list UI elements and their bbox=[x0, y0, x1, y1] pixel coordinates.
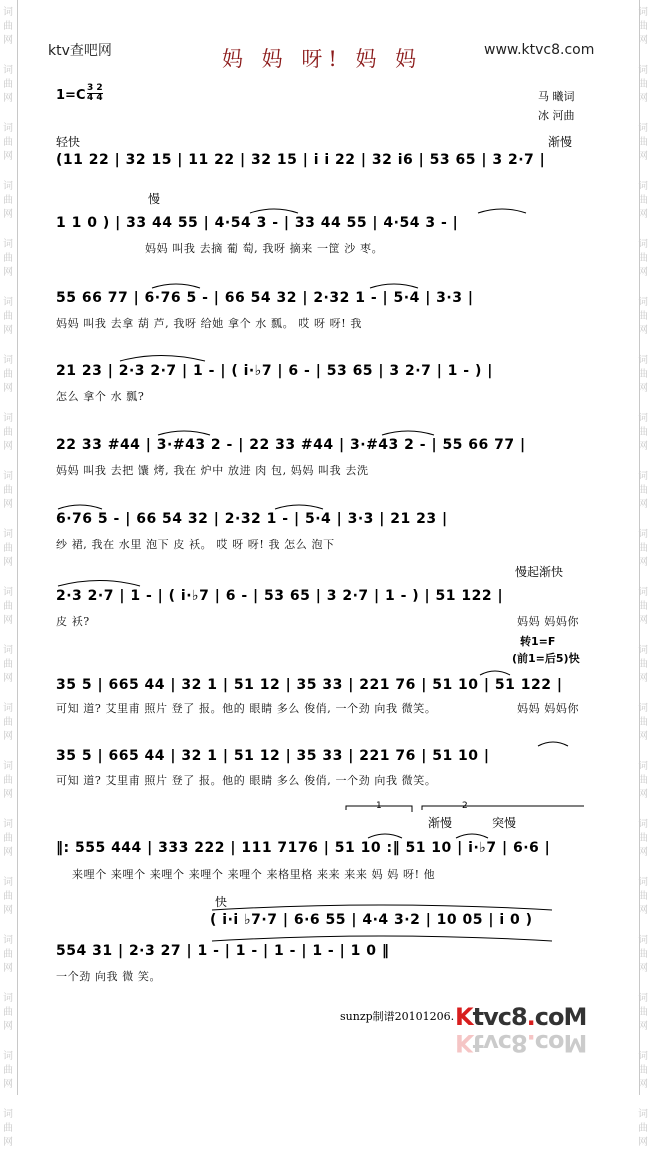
watermark-char: 网 bbox=[638, 35, 648, 46]
watermark-char: 词 bbox=[638, 645, 648, 656]
notation-row-8: 35 5 | 665 44 | 32 1 | 51 12 | 35 33 | 221 76 | 51 10 | 51 122 | bbox=[56, 677, 563, 693]
watermark-char: 曲 bbox=[3, 485, 13, 496]
watermark-char: 网 bbox=[638, 905, 648, 916]
watermark-char: 曲 bbox=[638, 891, 648, 902]
watermark-char: 词 bbox=[3, 935, 13, 946]
tempo-mark-qingkuai: 轻快 bbox=[56, 135, 81, 149]
watermark-char: 词 bbox=[3, 471, 13, 482]
watermark-char: 曲 bbox=[3, 949, 13, 960]
watermark-char: 网 bbox=[638, 963, 648, 974]
watermark-char: 曲 bbox=[3, 833, 13, 844]
watermark-char: 词 bbox=[3, 239, 13, 250]
tempo-mark-manqi: 慢起渐快 bbox=[515, 565, 564, 579]
tempo-mark-man: 慢 bbox=[148, 192, 161, 206]
tempo-mark-tuman: 突慢 bbox=[492, 816, 517, 830]
watermark-char: 网 bbox=[3, 209, 13, 220]
transcriber-signature: sunzp制谱20101206. bbox=[340, 1010, 455, 1023]
watermark-char: 网 bbox=[638, 1137, 648, 1148]
watermark-char: 词 bbox=[3, 413, 13, 424]
watermark-char: 词 bbox=[638, 529, 648, 540]
watermark-char: 曲 bbox=[3, 543, 13, 554]
watermark-char: 词 bbox=[3, 761, 13, 772]
watermark-char: 网 bbox=[3, 1137, 13, 1148]
watermark-char: 词 bbox=[3, 7, 13, 18]
watermark-char: 网 bbox=[3, 963, 13, 974]
watermark-char: 网 bbox=[638, 267, 648, 278]
watermark-char: 词 bbox=[3, 1109, 13, 1120]
watermark-char: 网 bbox=[638, 673, 648, 684]
watermark-char: 曲 bbox=[3, 427, 13, 438]
watermark-char: 网 bbox=[3, 905, 13, 916]
notation-row-9: 35 5 | 665 44 | 32 1 | 51 12 | 35 33 | 221 76 | 51 10 | bbox=[56, 748, 490, 764]
watermark-char: 词 bbox=[638, 761, 648, 772]
watermark-char: 词 bbox=[638, 123, 648, 134]
notation-row-6: 6·76 5 - | 66 54 32 | 2·32 1 - | 5·4 | 3·3 | 21 23 | bbox=[56, 511, 448, 527]
notation-row-12: 554 31 | 2·3 27 | 1 - | 1 - | 1 - | 1 - | 1 0 ‖ bbox=[56, 943, 390, 959]
watermark-char: 曲 bbox=[3, 775, 13, 786]
ktvc8-logo: Ktvc8.coM Ktvc8.coM bbox=[455, 1003, 587, 1057]
watermark-char: 曲 bbox=[638, 775, 648, 786]
meter-bottom: 4 4 bbox=[87, 93, 103, 103]
watermark-char: 词 bbox=[638, 877, 648, 888]
watermark-char: 曲 bbox=[638, 485, 648, 496]
watermark-char: 曲 bbox=[638, 543, 648, 554]
watermark-char: 词 bbox=[3, 297, 13, 308]
watermark-char: 网 bbox=[638, 151, 648, 162]
watermark-char: 网 bbox=[3, 789, 13, 800]
watermark-char: 曲 bbox=[3, 1123, 13, 1134]
watermark-char: 词 bbox=[3, 529, 13, 540]
watermark-char: 曲 bbox=[3, 1065, 13, 1076]
watermark-char: 曲 bbox=[3, 1007, 13, 1018]
lyric-row-7: 皮 袄? bbox=[56, 615, 90, 628]
watermark-char: 词 bbox=[638, 819, 648, 830]
volta-2-label: 2 bbox=[462, 801, 468, 811]
watermark-char: 词 bbox=[638, 1051, 648, 1062]
watermark-char: 网 bbox=[3, 93, 13, 104]
watermark-char: 网 bbox=[3, 1079, 13, 1090]
watermark-char: 曲 bbox=[3, 79, 13, 90]
watermark-char: 网 bbox=[3, 731, 13, 742]
watermark-char: 曲 bbox=[3, 311, 13, 322]
tempo-mark-jianman: 渐慢 bbox=[548, 135, 573, 149]
watermark-char: 网 bbox=[638, 557, 648, 568]
watermark-char: 曲 bbox=[3, 21, 13, 32]
watermark-char: 网 bbox=[3, 1021, 13, 1032]
watermark-char: 网 bbox=[638, 731, 648, 742]
song-title: 妈 妈 呀! 妈 妈 bbox=[222, 47, 423, 71]
watermark-char: 曲 bbox=[638, 311, 648, 322]
watermark-char: 词 bbox=[638, 1109, 648, 1120]
watermark-char: 网 bbox=[638, 441, 648, 452]
watermark-char: 曲 bbox=[638, 369, 648, 380]
lyric-row-5: 妈妈 叫我 去把 馕 烤, 我在 炉中 放进 肉 包, 妈妈 叫我 去洗 bbox=[56, 464, 369, 477]
watermark-char: 词 bbox=[638, 587, 648, 598]
watermark-char: 曲 bbox=[3, 717, 13, 728]
watermark-char: 网 bbox=[3, 615, 13, 626]
watermark-char: 词 bbox=[3, 587, 13, 598]
watermark-char: 曲 bbox=[3, 601, 13, 612]
watermark-char: 词 bbox=[3, 123, 13, 134]
notation-row-7: 2·3 2·7 | 1 - | ( i·♭7 | 6 - | 53 65 | 3 2·7 | 1 - ) | 51 122 | bbox=[56, 588, 504, 604]
watermark-char: 词 bbox=[638, 935, 648, 946]
lyric-row-7-right: 妈妈 妈妈你 bbox=[517, 615, 580, 628]
notation-row-2: 1 1 0 ) | 33 44 55 | 4·54 3 - | 33 44 55 | 4·54 3 - | bbox=[56, 215, 459, 231]
watermark-char: 网 bbox=[638, 789, 648, 800]
modulation-mark: 转1=F bbox=[520, 635, 556, 648]
watermark-char: 网 bbox=[3, 325, 13, 336]
lyric-row-10: 来哩个 来哩个 来哩个 来哩个 来哩个 来格里格 来来 来来 妈 妈 呀! 他 bbox=[72, 868, 436, 881]
watermark-char: 曲 bbox=[638, 1123, 648, 1134]
meter-top: 3 2 bbox=[87, 83, 103, 93]
volta-1-label: 1 bbox=[376, 801, 382, 811]
watermark-char: 词 bbox=[3, 877, 13, 888]
watermark-char: 词 bbox=[3, 993, 13, 1004]
watermark-char: 曲 bbox=[3, 253, 13, 264]
lyric-row-12: 一个劲 向我 微 笑。 bbox=[56, 970, 162, 983]
watermark-char: 网 bbox=[3, 557, 13, 568]
watermark-char: 网 bbox=[3, 35, 13, 46]
lyric-row-8-right: 妈妈 妈妈你 bbox=[517, 702, 580, 715]
watermark-char: 网 bbox=[638, 209, 648, 220]
watermark-char: 曲 bbox=[638, 195, 648, 206]
watermark-char: 网 bbox=[3, 267, 13, 278]
watermark-char: 曲 bbox=[638, 137, 648, 148]
tempo-mark-kuai: 快 bbox=[215, 895, 228, 909]
watermark-char: 网 bbox=[638, 615, 648, 626]
watermark-char: 网 bbox=[638, 325, 648, 336]
watermark-char: 网 bbox=[638, 383, 648, 394]
watermark-char: 词 bbox=[638, 993, 648, 1004]
watermark-char: 词 bbox=[3, 181, 13, 192]
composer-credit: 冰 河曲 bbox=[538, 109, 575, 122]
watermark-char: 网 bbox=[3, 441, 13, 452]
watermark-char: 词 bbox=[638, 297, 648, 308]
watermark-char: 曲 bbox=[638, 833, 648, 844]
watermark-char: 曲 bbox=[638, 427, 648, 438]
watermark-char: 词 bbox=[638, 239, 648, 250]
notation-row-10: ‖: 555 444 | 333 222 | 111 7176 | 51 10 :‖ 51 10 | i·♭7 | 6·6 | bbox=[56, 840, 551, 856]
watermark-char: 曲 bbox=[638, 253, 648, 264]
watermark-char: 词 bbox=[3, 1051, 13, 1062]
watermark-char: 曲 bbox=[638, 717, 648, 728]
watermark-char: 网 bbox=[3, 383, 13, 394]
lyric-row-4: 怎么 拿个 水 瓢? bbox=[56, 390, 145, 403]
watermark-char: 网 bbox=[638, 1079, 648, 1090]
lyricist-credit: 马 曦词 bbox=[538, 90, 575, 103]
notation-row-3: 55 66 77 | 6·76 5 - | 66 54 32 | 2·32 1 - | 5·4 | 3·3 | bbox=[56, 290, 474, 306]
watermark-char: 网 bbox=[638, 1021, 648, 1032]
modulation-relation: (前1=后5)快 bbox=[512, 652, 580, 665]
watermark-char: 词 bbox=[638, 703, 648, 714]
notation-row-4: 21 23 | 2·3 2·7 | 1 - | ( i·♭7 | 6 - | 53 65 | 3 2·7 | 1 - ) | bbox=[56, 363, 493, 379]
key-signature: 1=C bbox=[56, 88, 86, 103]
watermark-char: 曲 bbox=[638, 21, 648, 32]
watermark-char: 词 bbox=[3, 355, 13, 366]
watermark-char: 曲 bbox=[638, 659, 648, 670]
lyric-row-9: 可知 道? 艾里甫 照片 登了 报。他的 眼睛 多么 俊俏, 一个劲 向我 微笑。 bbox=[56, 774, 437, 787]
site-name-left: ktv查吧网 bbox=[48, 43, 112, 59]
tempo-mark-jianman-2: 渐慢 bbox=[428, 816, 453, 830]
watermark-char: 词 bbox=[3, 645, 13, 656]
watermark-char: 曲 bbox=[638, 949, 648, 960]
watermark-char: 曲 bbox=[3, 137, 13, 148]
watermark-char: 网 bbox=[638, 93, 648, 104]
watermark-char: 词 bbox=[3, 703, 13, 714]
notation-row-11-accompaniment: ( i·i ♭7·7 | 6·6 55 | 4·4 3·2 | 10 05 | i 0 ) bbox=[210, 912, 533, 928]
watermark-char: 曲 bbox=[3, 369, 13, 380]
lyric-row-3: 妈妈 叫我 去拿 葫 芦, 我呀 给她 拿个 水 瓢。 哎 呀 呀! 我 bbox=[56, 317, 362, 330]
lyric-row-2: 妈妈 叫我 去摘 葡 萄, 我呀 摘来 一筐 沙 枣。 bbox=[145, 242, 384, 255]
watermark-char: 网 bbox=[638, 847, 648, 858]
watermark-char: 网 bbox=[3, 847, 13, 858]
watermark-char: 词 bbox=[638, 181, 648, 192]
watermark-char: 词 bbox=[638, 7, 648, 18]
watermark-char: 词 bbox=[638, 413, 648, 424]
watermark-char: 曲 bbox=[638, 1065, 648, 1076]
watermark-char: 曲 bbox=[638, 1007, 648, 1018]
site-url-right[interactable]: www.ktvc8.com bbox=[484, 42, 595, 58]
watermark-char: 网 bbox=[3, 673, 13, 684]
watermark-char: 曲 bbox=[3, 891, 13, 902]
lyric-row-8: 可知 道? 艾里甫 照片 登了 报。他的 眼睛 多么 俊俏, 一个劲 向我 微笑。 bbox=[56, 702, 437, 715]
watermark-char: 曲 bbox=[638, 79, 648, 90]
watermark-char: 词 bbox=[638, 65, 648, 76]
lyric-row-6: 纱 裙, 我在 水里 泡下 皮 袄。 哎 呀 呀! 我 怎么 泡下 bbox=[56, 538, 335, 551]
watermark-char: 网 bbox=[638, 499, 648, 510]
watermark-char: 词 bbox=[3, 65, 13, 76]
notation-row-5: 22 33 #44 | 3·#43 2 - | 22 33 #44 | 3·#43 2 - | 55 66 77 | bbox=[56, 437, 526, 453]
watermark-char: 曲 bbox=[638, 601, 648, 612]
watermark-char: 曲 bbox=[3, 195, 13, 206]
watermark-char: 词 bbox=[3, 819, 13, 830]
watermark-char: 词 bbox=[638, 471, 648, 482]
watermark-char: 曲 bbox=[3, 659, 13, 670]
notation-row-1: (11 22 | 32 15 | 11 22 | 32 15 | i i 22 | 32 i6 | 53 65 | 3 2·7 | bbox=[56, 152, 546, 168]
watermark-char: 网 bbox=[3, 151, 13, 162]
watermark-char: 词 bbox=[638, 355, 648, 366]
watermark-char: 网 bbox=[3, 499, 13, 510]
